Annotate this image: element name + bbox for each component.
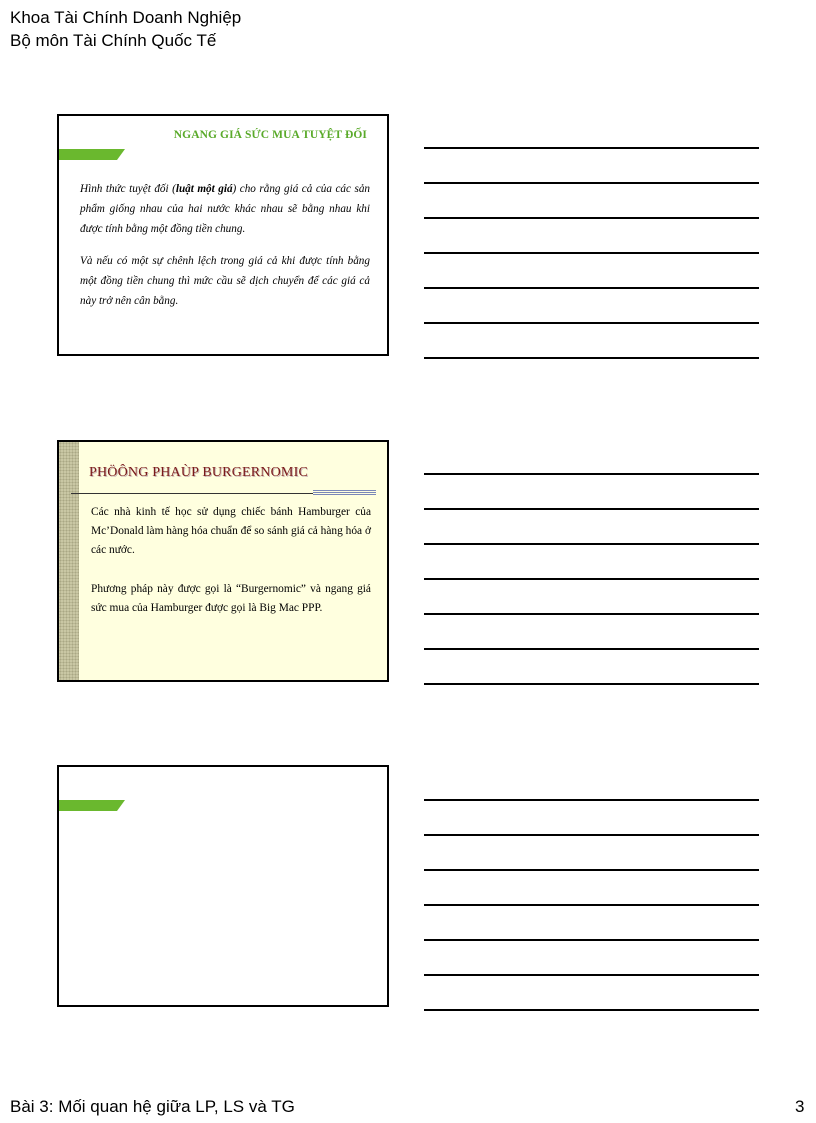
note-line [424, 287, 759, 289]
slide-1-body [80, 179, 370, 323]
footer-lesson-title: Bài 3: Mối quan hệ giữa LP, LS và TG [10, 1097, 295, 1116]
slide-2-title: PHÖÔNG PHAÙP BURGERNOMIC [89, 465, 308, 480]
note-line [424, 322, 759, 324]
note-line [424, 473, 759, 475]
note-line [424, 974, 759, 976]
note-line [424, 147, 759, 149]
note-line [424, 508, 759, 510]
emphasis-term: luật một giá [175, 183, 233, 195]
page-header [10, 6, 241, 52]
slide-1 [57, 114, 389, 356]
note-line [424, 869, 759, 871]
slide-3 [57, 765, 389, 1007]
note-line [424, 939, 759, 941]
slide-1-paragraph-2: Và nếu có một sự chênh lệch trong giá cả khi được tính bằng một đồng tiền chung thì mức cầu sẽ dịch chuyển để các giá cả này trở nên cân bằng. [80, 255, 370, 307]
note-line [424, 904, 759, 906]
slide-2-paragraph-1: Các nhà kinh tế học sử dụng chiếc bánh Hamburger của Mc’Donald làm hàng hóa chuẩn để so sánh giá cả hàng hóa ở các nước. [91, 506, 371, 556]
slide-1-title: NGANG GIÁ SỨC MUA TUYỆT ĐỐI [173, 129, 367, 141]
page-number: 3 [795, 1097, 805, 1116]
note-line [424, 252, 759, 254]
note-line [424, 648, 759, 650]
note-line [424, 578, 759, 580]
slide-2-side-band [59, 442, 79, 680]
slide-2-paragraph-2: Phương pháp này được gọi là “Burgernomic” và ngang giá sức mua của Hamburger được gọi là Big Mac PPP. [91, 583, 371, 614]
green-accent-bar [59, 149, 125, 160]
note-line [424, 1009, 759, 1011]
slide-2 [57, 440, 389, 682]
slide-2-body [91, 503, 371, 638]
note-line [424, 834, 759, 836]
slide-1-paragraph-1: Hình thức tuyệt đối (luật một giá) cho rằng giá cả của các sản phẩm giống nhau của hai nước khác nhau sẽ bằng nhau khi được tính bằng một đồng tiền chung. [80, 183, 371, 235]
note-line [424, 217, 759, 219]
title-divider-accent [313, 490, 376, 496]
note-line [424, 357, 759, 359]
note-line [424, 182, 759, 184]
header-faculty: Khoa Tài Chính Doanh Nghiệp [10, 8, 242, 27]
note-line [424, 543, 759, 545]
green-accent-bar [59, 800, 125, 811]
note-line [424, 799, 759, 801]
header-department: Bộ môn Tài Chính Quốc Tế [10, 31, 217, 50]
note-line [424, 613, 759, 615]
note-line [424, 683, 759, 685]
